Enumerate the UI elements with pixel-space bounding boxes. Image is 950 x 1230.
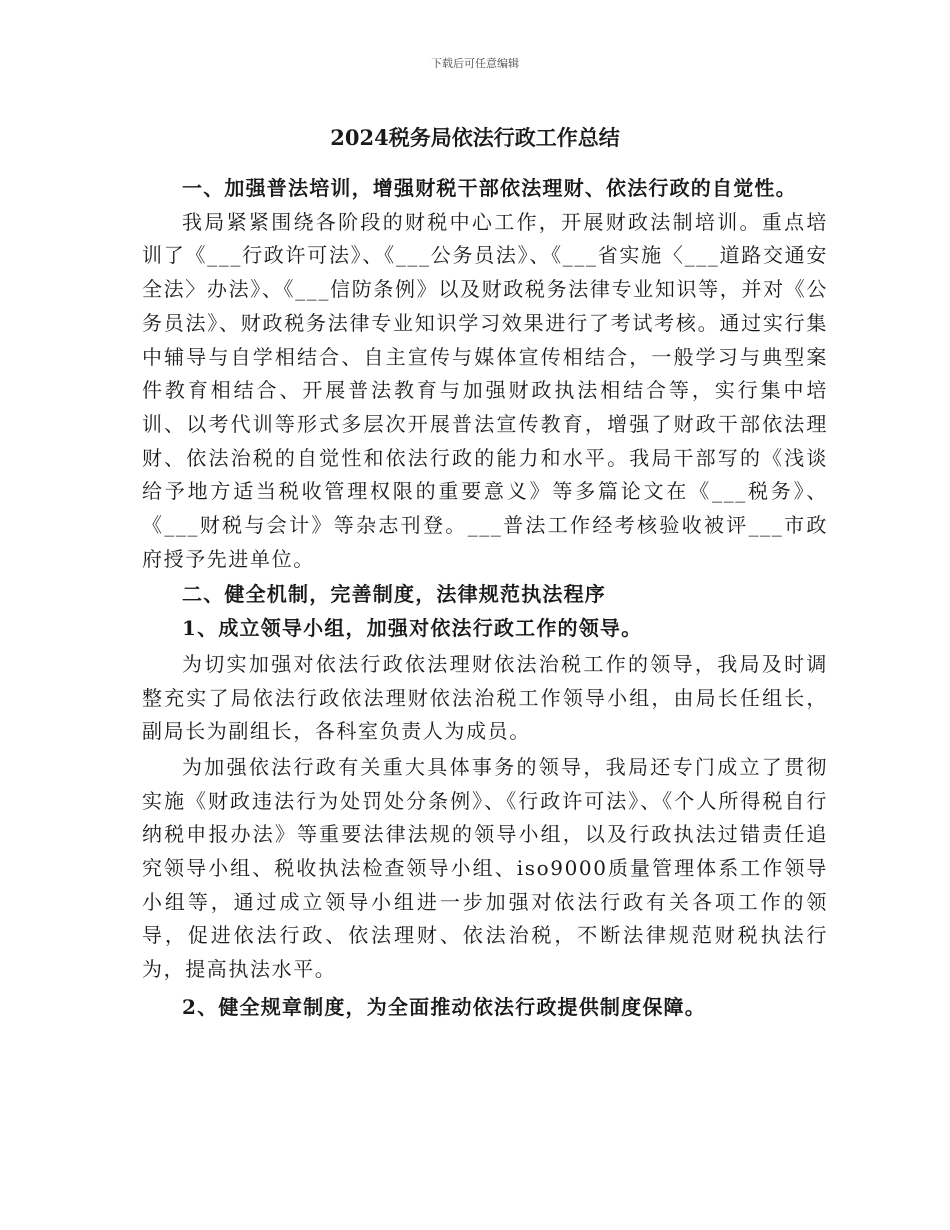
document-title: 2024税务局依法行政工作总结	[330, 125, 620, 150]
section-heading-1: 一、加强普法培训，增强财税干部依法理财、依法行政的自觉性。	[182, 176, 797, 200]
subsection-heading-2-1: 1、成立领导小组，加强对依法行政工作的领导。	[182, 616, 643, 641]
section-heading-2: 二、健全机制，完善制度，法律规范执法程序	[182, 582, 606, 607]
paragraph-1: 我局紧紧围绕各阶段的财税中心工作，开展财政法制培训。重点培训了《___行政许可法》、《___公务员法》、《___省实施〈___道路交通安全法〉办法》、《___信防条例》以及财政税务法律专业知识等，并对《公务员法》、财政税务法律专业知识学习效果进行了考试考核。通过实行集中辅导与自学相结合、自主宣传与媒体宣传相结合，一般学习与典型案件教育相结合、开展普法教育与加强财政执法相结合等，实行集中培训、以考代训等形式多层次开展普法宣传教育，增强了财政干部依法理财、依法治税的自觉性和依法行政的能力和水平。我局干部写的《浅谈给予地方适当税收管理权限的重要意义》等多篇论文在《___税务》、《___财税与会计》等杂志刊登。___普法工作经考核验收被评___市政府授予先进单位。	[142, 209, 828, 571]
subsection-heading-2-2: 2、健全规章制度，为全面推动依法行政提供制度保障。	[182, 994, 706, 1019]
header-note: 下载后可任意编辑	[431, 57, 519, 70]
paragraph-3: 为加强依法行政有关重大具体事务的领导，我局还专门成立了贯彻实施《财政违法行为处罚处分条例》、《行政许可法》、《个人所得税自行纳税申报办法》等重要法律法规的领导小组，以及行政执法过错责任追究领导小组、税收执法检查领导小组、iso9000质量管理体系工作领导小组等，通过成立领导小组进一步加强对依法行政有关各项工作的领导，促进依法行政、依法理财、依法治税，不断法律规范财税执法行为，提高执法水平。	[142, 754, 828, 982]
document-body	[142, 172, 828, 1025]
paragraph-2: 为切实加强对依法行政依法理财依法治税工作的领导，我局及时调整充实了局依法行政依法理财依法治税工作领导小组，由局长任组长，副局长为副组长，各科室负责人为成员。	[142, 651, 828, 744]
